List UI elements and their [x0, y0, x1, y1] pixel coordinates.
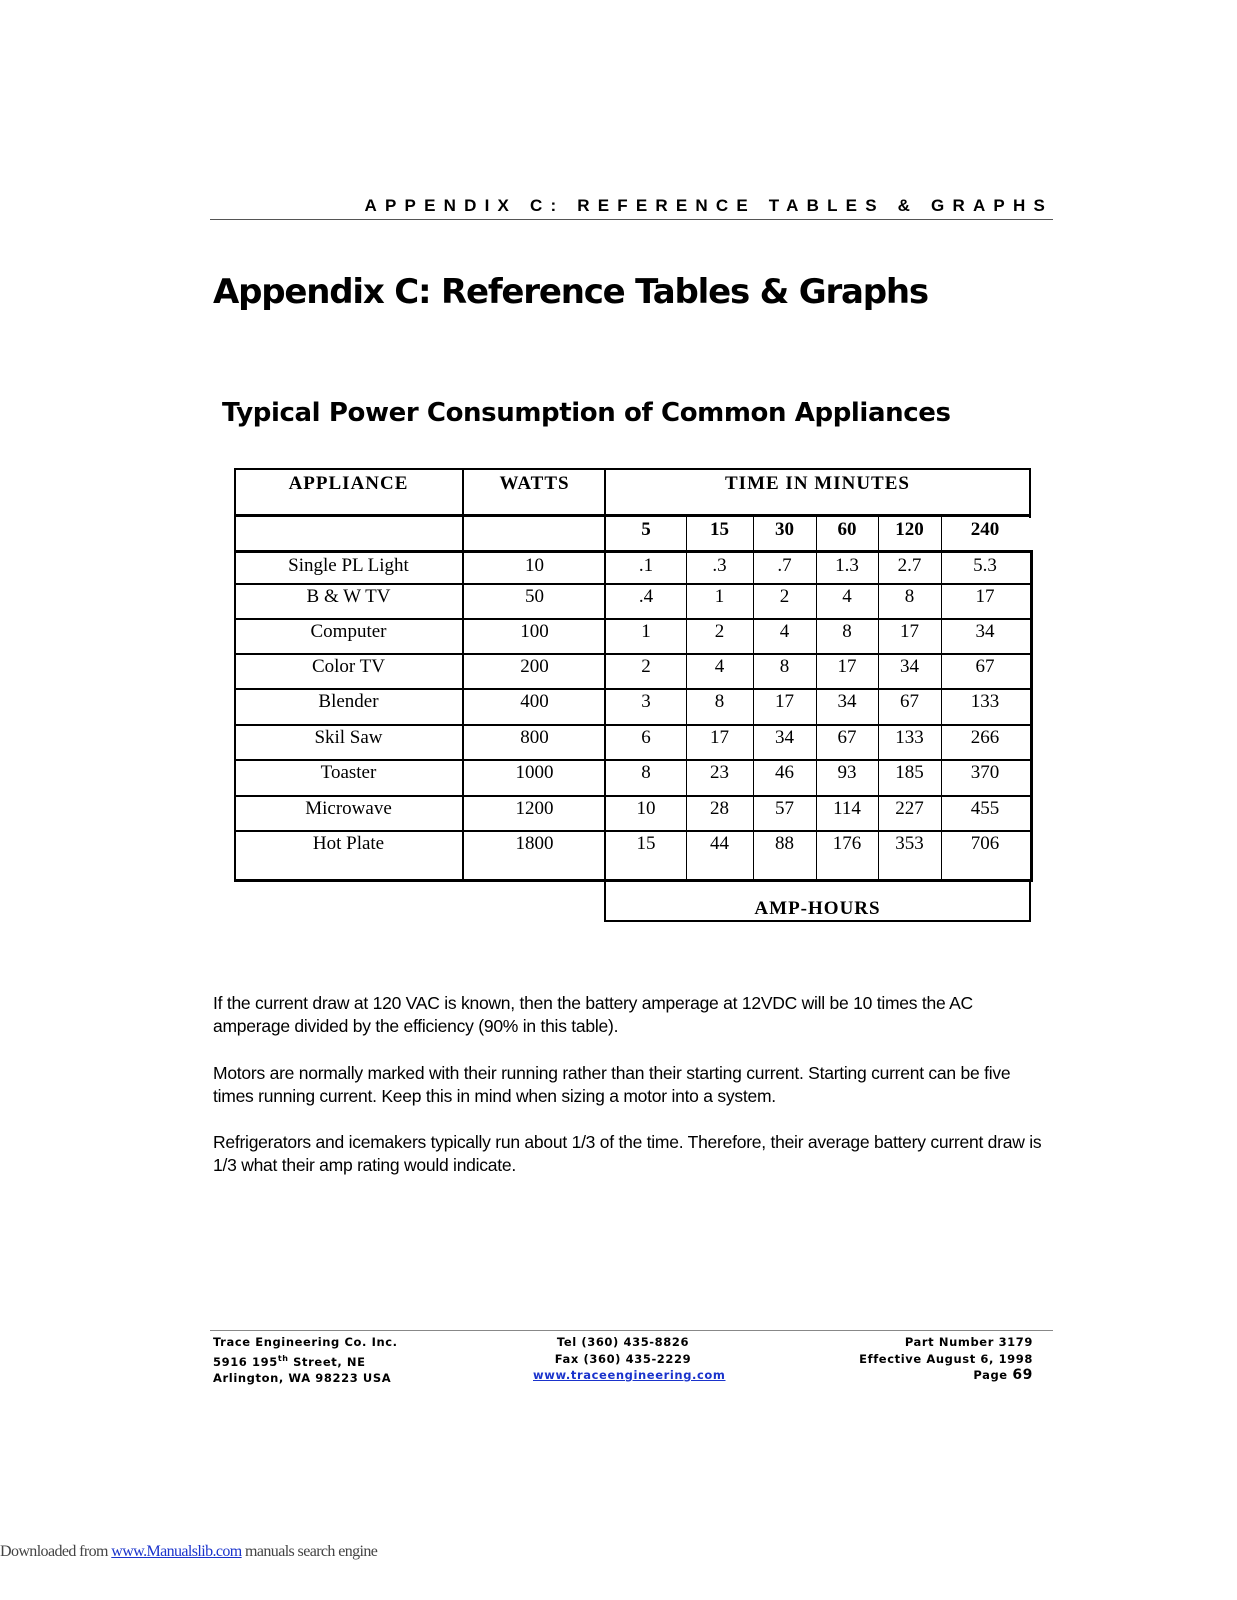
amp-hours-value: 8 — [714, 691, 725, 712]
amp-hours-value: 8 — [842, 621, 852, 642]
amp-hours-right-border — [1029, 881, 1031, 922]
header-rule — [210, 219, 1053, 220]
amp-hours-value: .4 — [638, 586, 654, 607]
appliance-name: B & W TV — [306, 586, 391, 607]
amp-hours-value: 185 — [895, 762, 924, 783]
amp-hours-value: 2 — [641, 656, 651, 677]
paragraph-current-draw: If the current draw at 120 VAC is known, then the battery amperage at 12VDC will be 10 times the AC amperage divided by the efficiency (90% in this table). — [213, 993, 973, 1036]
footer-fax: Fax (360) 435-2229 — [554, 1351, 692, 1366]
amp-hours-value: 133 — [970, 691, 1000, 712]
header-minutes-30: 30 — [775, 519, 794, 540]
footer-contact-block — [533, 1334, 726, 1384]
amp-hours-value: 1 — [714, 586, 725, 607]
amp-hours-value: 17 — [900, 621, 919, 642]
header-minutes-120: 120 — [895, 519, 924, 540]
download-note: Downloaded from www.Manualslib.com manuals search engine — [0, 1543, 378, 1560]
appliance-name: Toaster — [320, 762, 377, 783]
header-appliance: APPLIANCE — [288, 473, 409, 494]
amp-hours-value: 353 — [895, 833, 924, 854]
amp-hours-value: 28 — [710, 798, 729, 819]
appliance-watts: 1200 — [515, 798, 554, 819]
amp-hours-value: 15 — [636, 833, 656, 854]
amp-hours-value: 1.3 — [835, 555, 859, 576]
amp-hours-value: 1 — [641, 621, 651, 642]
amp-hours-value: .3 — [712, 555, 727, 576]
appliance-name: Computer — [310, 621, 387, 642]
footer-tel: Tel (360) 435-8826 — [556, 1335, 690, 1349]
row-divider — [234, 759, 1031, 761]
amp-hours-value: 44 — [710, 833, 729, 854]
appliance-name: Hot Plate — [312, 833, 385, 854]
row-divider — [234, 688, 1031, 690]
amp-hours-value: 2 — [779, 586, 790, 607]
amp-hours-value: 4 — [842, 586, 852, 607]
table-right-border-top — [1029, 468, 1031, 518]
footer-part-block — [833, 1334, 1033, 1384]
appliance-name: Blender — [318, 691, 379, 712]
page-number: 69 — [1012, 1367, 1033, 1383]
row-divider — [234, 583, 1031, 585]
amp-hours-value: 6 — [641, 727, 651, 748]
footer-part-number: Part Number 3179 — [904, 1335, 1033, 1349]
amp-hours-value: 455 — [970, 798, 1000, 819]
appliance-watts: 1800 — [515, 833, 554, 854]
appliance-watts: 400 — [520, 691, 549, 712]
amp-hours-value: 370 — [970, 762, 1000, 783]
amp-hours-value: 266 — [970, 727, 1000, 748]
paragraph-refrigerators: Refrigerators and icemakers typically run about 1/3 of the time. Therefore, their average battery current draw is 1/3 what their amp rating would indicate. — [213, 1132, 1042, 1175]
row-divider — [234, 653, 1031, 655]
amp-hours-value: 34 — [900, 656, 919, 677]
footer-company-block — [213, 1334, 398, 1386]
amp-hours-value: 67 — [975, 656, 995, 677]
amp-hours-value: 46 — [775, 762, 794, 783]
appliance-watts: 50 — [525, 586, 544, 607]
amp-hours-value: 17 — [975, 586, 995, 607]
header-divider — [234, 514, 1030, 517]
amp-hours-value: 8 — [904, 586, 915, 607]
row-divider — [234, 724, 1031, 726]
header-minutes-240: 240 — [970, 519, 1000, 540]
appliance-watts: 800 — [520, 727, 549, 748]
manualslib-link[interactable]: www.Manualslib.com — [111, 1543, 242, 1560]
amp-hours-bottom-border — [604, 920, 1031, 922]
appliance-name: Skil Saw — [314, 727, 383, 748]
amp-hours-value: 114 — [833, 798, 861, 819]
amp-hours-value: 227 — [895, 798, 924, 819]
header-minutes-5: 5 — [641, 519, 651, 540]
header-watts: WATTS — [499, 473, 570, 494]
amp-hours-value: 5.3 — [973, 555, 997, 576]
amp-hours-value: 17 — [775, 691, 794, 712]
row-divider — [234, 795, 1031, 797]
footer-page: Page 69 — [973, 1367, 1033, 1383]
amp-hours-value: 34 — [975, 621, 995, 642]
amp-hours-value: 8 — [641, 762, 651, 783]
appliance-watts: 200 — [520, 656, 549, 677]
amp-hours-value: 10 — [636, 798, 656, 819]
running-header: APPENDIX C: REFERENCE TABLES & GRAPHS — [364, 196, 1053, 215]
amp-hours-value: 8 — [779, 656, 790, 677]
amp-hours-value: 133 — [895, 727, 924, 748]
appliance-watts: 100 — [520, 621, 549, 642]
amp-hours-value: 34 — [775, 727, 794, 748]
amp-hours-value: 2 — [714, 621, 725, 642]
amp-hours-value: 17 — [837, 656, 857, 677]
amp-hours-value: 706 — [970, 833, 1000, 854]
amp-hours-value: .1 — [638, 555, 654, 576]
appliance-name: Single PL Light — [288, 555, 409, 576]
amp-hours-value: 34 — [837, 691, 857, 712]
amp-hours-value: .7 — [777, 555, 792, 576]
footer-company: Trace Engineering Co. Inc. — [213, 1335, 398, 1349]
amp-hours-value: 57 — [775, 798, 794, 819]
amp-hours-value: 4 — [779, 621, 790, 642]
footer-website-link[interactable]: www.traceengineering.com — [533, 1368, 726, 1382]
amp-hours-value: 3 — [641, 691, 651, 712]
amp-hours-value: 67 — [900, 691, 919, 712]
header-time-in-minutes: TIME IN MINUTES — [725, 473, 910, 494]
footer-city: Arlington, WA 98223 USA — [213, 1370, 392, 1385]
amp-hours-value: 88 — [775, 833, 794, 854]
paragraph-motors: Motors are normally marked with their running rather than their starting current. Starting current can be five times running current. Keep this in mind when sizing a motor into a system. — [213, 1063, 1011, 1106]
row-divider — [234, 830, 1031, 832]
table-right-border-body — [1030, 550, 1033, 882]
amp-hours-value: 67 — [837, 727, 857, 748]
footer-address: 5916 195th Street, NE — [213, 1353, 366, 1369]
amp-hours-value: 2.7 — [897, 555, 922, 576]
header-minutes-15: 15 — [710, 519, 729, 540]
appliance-watts: 1000 — [515, 762, 554, 783]
amp-hours-value: 93 — [837, 762, 857, 783]
subheader-divider — [234, 550, 1030, 553]
table-bottom-border — [234, 879, 1033, 882]
amp-hours-value: 4 — [714, 656, 725, 677]
appliance-watts: 10 — [525, 555, 544, 576]
header-minutes-60: 60 — [837, 519, 857, 540]
row-divider — [234, 618, 1031, 620]
page-title: Appendix C: Reference Tables & Graphs — [213, 272, 928, 312]
amp-hours-value: 17 — [710, 727, 729, 748]
footer-effective-date: Effective August 6, 1998 — [859, 1351, 1033, 1366]
amp-hours-label: AMP-HOURS — [754, 898, 881, 919]
table-top-border — [234, 468, 1030, 470]
amp-hours-value: 176 — [832, 833, 862, 854]
appliance-name: Color TV — [311, 656, 385, 677]
section-title: Typical Power Consumption of Common Appliances — [222, 398, 951, 428]
appliance-name: Microwave — [305, 798, 392, 819]
footer-rule — [210, 1330, 1053, 1331]
amp-hours-value: 23 — [710, 762, 729, 783]
